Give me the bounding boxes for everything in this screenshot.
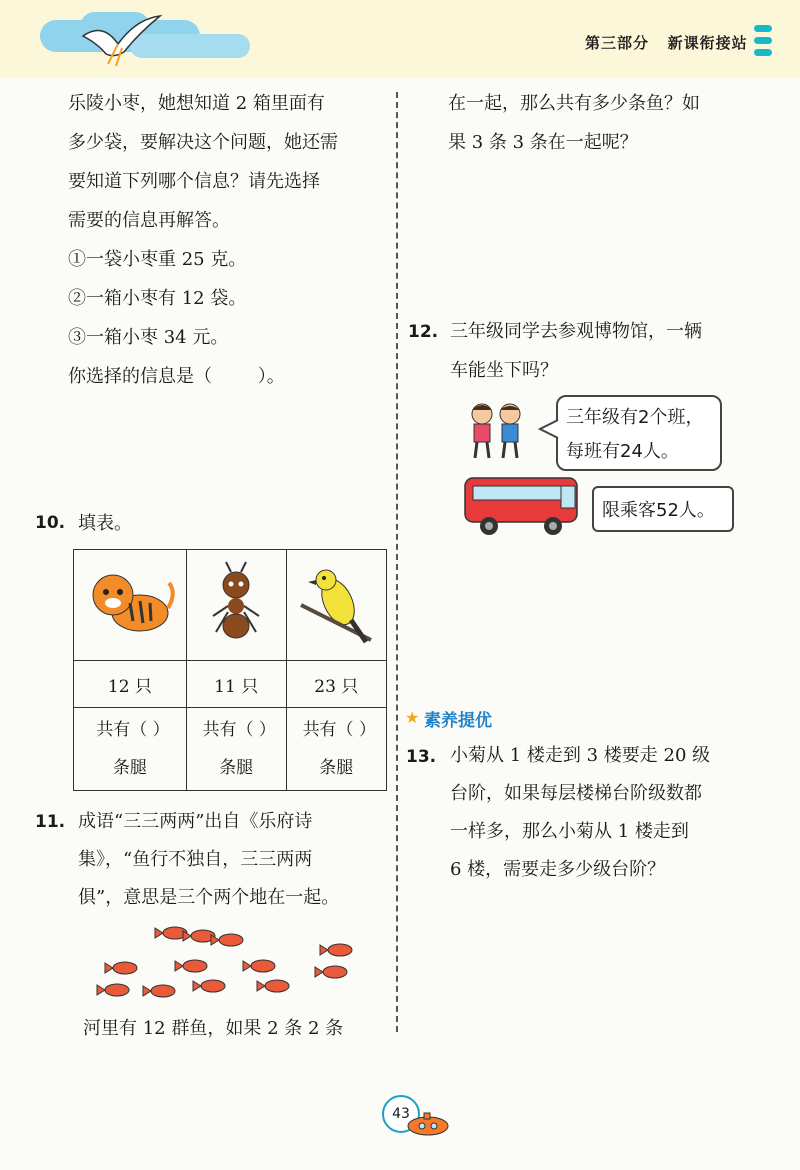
bird-count: 23 只: [286, 661, 386, 708]
q9-line: 多少袋，要解决这个问题，她还需: [68, 132, 338, 153]
bird-cell: [286, 550, 386, 661]
children-icon: [462, 400, 537, 460]
bubble-line: 每班有24人。: [566, 441, 679, 462]
q11-tail: 河里有 12 群鱼，如果 2 条 2 条: [83, 1018, 344, 1039]
bubble-pointer: [538, 418, 560, 440]
tiger-count: 12 只: [74, 661, 187, 708]
q11-line: 集》，“鱼行不独自，三三两两: [78, 849, 313, 870]
q9-option: ②一箱小枣有 12 袋。: [68, 288, 247, 309]
page-number: 43: [382, 1095, 420, 1133]
bird-icon: [296, 560, 376, 645]
q13-number: 13.: [406, 747, 437, 767]
q9-option: ①一袋小枣重 25 克。: [68, 249, 247, 270]
section-heading: 素养提优: [424, 711, 492, 731]
q9-line: 要知道下列哪个信息？请先选择: [68, 171, 320, 192]
q12-number: 12.: [408, 322, 439, 342]
tiger-cell: [74, 550, 187, 661]
fish-icon: [143, 985, 175, 997]
fish-icon: [183, 930, 215, 942]
section-title: 第三部分 新课衔接站: [585, 34, 748, 52]
bird-legs-answer[interactable]: 共有（ ） 条腿: [286, 708, 386, 791]
fish-icon: [105, 962, 137, 974]
q11-number: 11.: [35, 812, 66, 832]
column-divider: [396, 92, 398, 1032]
tiger-icon: [85, 563, 175, 643]
q11-cont-line: 在一起，那么共有多少条鱼？如: [448, 93, 700, 114]
q13-line: 台阶，如果每层楼梯台阶级数都: [450, 783, 702, 804]
fish-icon: [97, 984, 129, 996]
ant-count: 11 只: [186, 661, 286, 708]
q13-line: 6 楼，需要走多少级台阶？: [450, 859, 666, 880]
ant-icon: [201, 560, 271, 645]
bubble-line: 三年级有2个班，: [566, 407, 704, 428]
fish-icon: [243, 960, 275, 972]
q11-line: 成语“三三两两”出自《乐府诗: [78, 811, 313, 832]
q12-line: 三年级同学去参观博物馆，一辆: [450, 321, 702, 342]
q10-title: 填表。: [78, 513, 132, 534]
q11-cont-line: 果 3 条 3 条在一起呢？: [448, 132, 638, 153]
fish-icon: [211, 934, 243, 946]
seagull-icon: [78, 14, 168, 74]
capacity-text: 限乘客52人。: [602, 500, 715, 521]
tiger-legs-answer[interactable]: 共有（ ） 条腿: [74, 708, 187, 791]
fish-icon: [315, 966, 347, 978]
ant-legs-answer[interactable]: 共有（ ） 条腿: [186, 708, 286, 791]
fill-table: [73, 549, 387, 791]
q9-answer-prompt[interactable]: 你选择的信息是（ ）。: [68, 366, 285, 387]
q9-line: 乐陵小枣，她想知道 2 箱里面有: [68, 93, 325, 114]
q11-line: 俱”，意思是三个两个地在一起。: [78, 887, 340, 908]
q13-line: 一样多，那么小菊从 1 楼走到: [450, 821, 689, 842]
page-tab-decoration: [754, 25, 772, 59]
fish-icon: [175, 960, 207, 972]
fish-icon: [155, 927, 187, 939]
fish-icon: [193, 980, 225, 992]
q9-option: ③一箱小枣 34 元。: [68, 327, 229, 348]
fish-group-illustration: [95, 918, 375, 1008]
q13-line: 小菊从 1 楼走到 3 楼要走 20 级: [450, 745, 711, 766]
q12-line: 车能坐下吗？: [450, 360, 558, 381]
q9-line: 需要的信息再解答。: [68, 210, 230, 231]
submarine-icon: [402, 1110, 452, 1138]
ant-cell: [186, 550, 286, 661]
star-icon: ★: [405, 708, 420, 727]
q10-number: 10.: [35, 513, 66, 533]
bus-icon: [461, 474, 583, 540]
fish-icon: [257, 980, 289, 992]
fish-icon: [320, 944, 352, 956]
